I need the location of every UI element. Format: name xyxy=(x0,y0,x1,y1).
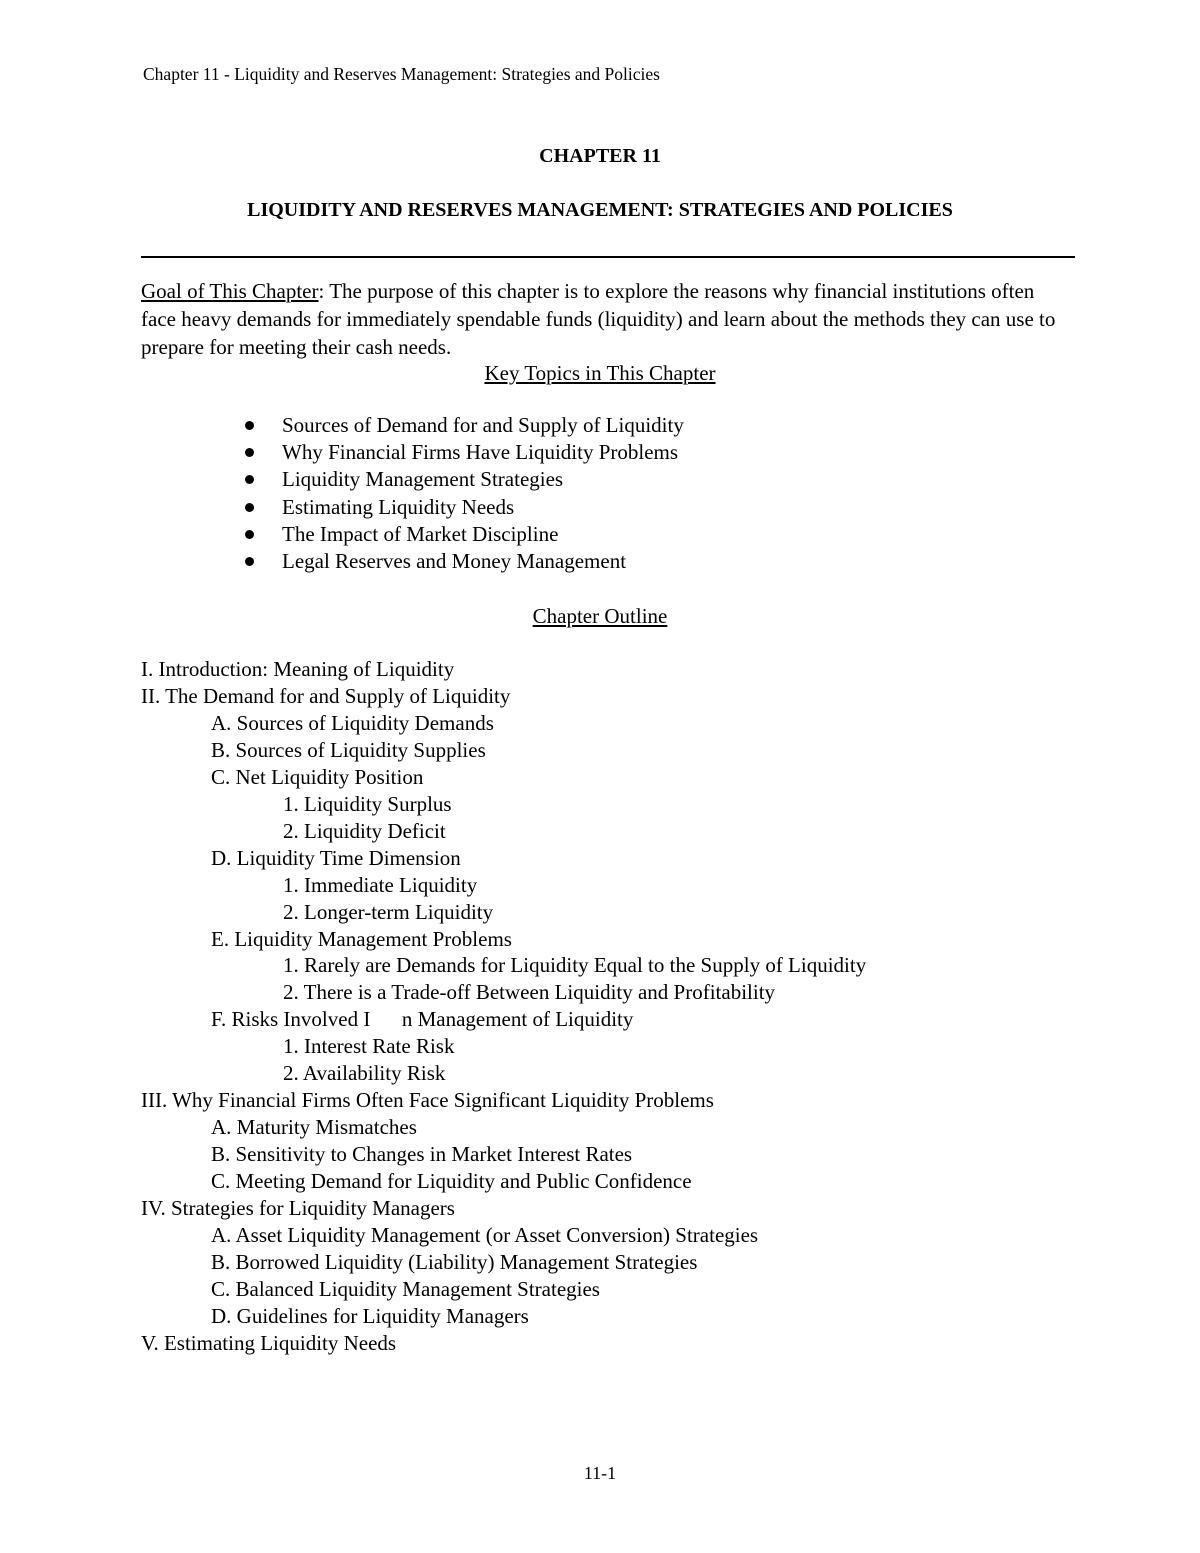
bullet-icon xyxy=(245,421,254,430)
key-topics-list xyxy=(141,412,684,575)
outline-item-text: 2. Liquidity Deficit xyxy=(283,818,446,843)
outline-item xyxy=(141,710,866,737)
outline-item-text: 2. There is a Trade-off Between Liquidity and Profitability xyxy=(283,980,776,1005)
outline-item xyxy=(141,952,866,979)
key-topic-text: Why Financial Firms Have Liquidity Problems xyxy=(282,440,679,465)
outline-item xyxy=(141,979,866,1006)
bullet-icon xyxy=(245,557,254,566)
outline-item-text: 1. Rarely are Demands for Liquidity Equal to the Supply of Liquidity xyxy=(283,953,867,978)
key-topic-item xyxy=(141,412,684,439)
bullet-icon xyxy=(245,503,254,512)
outline-item xyxy=(141,1006,866,1033)
outline-item xyxy=(141,1087,866,1114)
outline-item-text: C. Net Liquidity Position xyxy=(211,764,424,789)
outline-item-text: B. Borrowed Liquidity (Liability) Management Strategies xyxy=(211,1249,698,1274)
outline-item xyxy=(141,1060,866,1087)
outline-item-text: F. Risks Involved I n Management of Liquidity xyxy=(211,1007,634,1032)
chapter-outline-list xyxy=(141,656,866,1357)
outline-item xyxy=(141,899,866,926)
outline-item xyxy=(141,1330,866,1357)
outline-item xyxy=(141,1033,866,1060)
bullet-icon xyxy=(245,448,254,457)
outline-item-text: II. The Demand for and Supply of Liquidity xyxy=(141,683,511,708)
key-topic-item xyxy=(141,439,684,466)
outline-item xyxy=(141,1249,866,1276)
running-header: Chapter 11 - Liquidity and Reserves Management: Strategies and Policies xyxy=(143,64,660,84)
title-divider xyxy=(141,256,1075,258)
outline-item xyxy=(141,683,866,710)
outline-item-text: C. Balanced Liquidity Management Strategies xyxy=(211,1276,600,1301)
key-topic-text: Sources of Demand for and Supply of Liquidity xyxy=(282,413,684,437)
outline-item-text: I. Introduction: Meaning of Liquidity xyxy=(141,657,455,681)
outline-item-text: 1. Liquidity Surplus xyxy=(283,791,452,816)
outline-item xyxy=(141,872,866,899)
bullet-icon xyxy=(245,530,254,539)
outline-item-text: 1. Immediate Liquidity xyxy=(283,872,478,897)
chapter-goal xyxy=(141,277,1071,361)
outline-item xyxy=(141,1303,866,1330)
outline-item-text: IV. Strategies for Liquidity Managers xyxy=(141,1196,455,1221)
key-topic-item xyxy=(141,521,684,548)
outline-item xyxy=(141,1222,866,1249)
key-topic-text: The Impact of Market Discipline xyxy=(282,521,559,546)
outline-item-text: A. Maturity Mismatches xyxy=(211,1115,417,1140)
outline-item-text: B. Sensitivity to Changes in Market Interest Rates xyxy=(211,1142,633,1167)
outline-item-text: 1. Interest Rate Risk xyxy=(283,1034,455,1059)
outline-item-text: A. Asset Liquidity Management (or Asset Conversion) Strategies xyxy=(211,1223,759,1248)
key-topic-text: Estimating Liquidity Needs xyxy=(282,494,515,519)
bullet-icon xyxy=(245,475,254,484)
key-topic-item xyxy=(141,548,684,575)
outline-item xyxy=(141,656,866,683)
outline-item-text: III. Why Financial Firms Often Face Significant Liquidity Problems xyxy=(141,1088,714,1113)
outline-item xyxy=(141,791,866,818)
goal-separator: : xyxy=(318,279,325,303)
chapter-number: CHAPTER 11 xyxy=(539,145,661,167)
goal-text: The purpose of this chapter is to explore the reasons why financial institutions often face heavy demands for immediately spendable funds (liquidity) and learn about the methods they can use to prepare for meeting their cash needs. xyxy=(141,279,1056,359)
outline-item xyxy=(141,1168,866,1195)
outline-item xyxy=(141,1276,866,1303)
key-topics-heading: Key Topics in This Chapter xyxy=(484,361,716,385)
key-topic-text: Liquidity Management Strategies xyxy=(282,467,564,492)
outline-item xyxy=(141,1195,866,1222)
outline-item-text: A. Sources of Liquidity Demands xyxy=(211,710,494,735)
key-topic-item xyxy=(141,466,684,493)
key-topic-text: Legal Reserves and Money Management xyxy=(282,549,627,574)
outline-item xyxy=(141,1114,866,1141)
outline-item-text: B. Sources of Liquidity Supplies xyxy=(211,737,486,762)
outline-item xyxy=(141,845,866,872)
outline-item-text: C. Meeting Demand for Liquidity and Public Confidence xyxy=(211,1169,692,1194)
outline-item-text: 2. Longer-term Liquidity xyxy=(283,899,494,924)
outline-item xyxy=(141,737,866,764)
outline-item xyxy=(141,1141,866,1168)
key-topic-item xyxy=(141,494,684,521)
outline-item-text: 2. Availability Risk xyxy=(283,1061,446,1086)
outline-item-text: D. Liquidity Time Dimension xyxy=(211,845,461,870)
outline-item xyxy=(141,764,866,791)
outline-item-text: E. Liquidity Management Problems xyxy=(211,926,512,951)
chapter-title: LIQUIDITY AND RESERVES MANAGEMENT: STRATEGIES AND POLICIES xyxy=(247,199,953,221)
page-number: 11-1 xyxy=(583,1463,617,1483)
chapter-outline-heading: Chapter Outline xyxy=(532,604,668,628)
outline-item xyxy=(141,818,866,845)
goal-label: Goal of This Chapter xyxy=(141,279,319,303)
outline-item-text: D. Guidelines for Liquidity Managers xyxy=(211,1303,529,1328)
outline-item-text: V. Estimating Liquidity Needs xyxy=(141,1330,397,1355)
outline-item xyxy=(141,926,866,953)
